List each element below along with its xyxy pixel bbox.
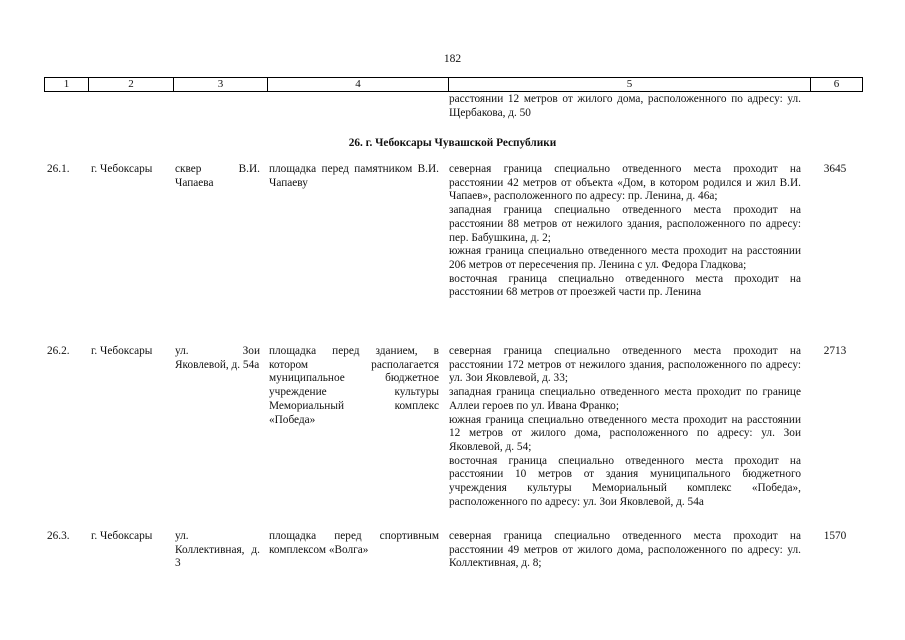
row-location: ул. Зои Яковлевой, д. 54а <box>175 345 260 371</box>
boundary-west: западная граница специально отведенного места проходит на расстоянии 88 метров от нежилого здания, расположенного по адресу: пер. Бабушкина, д. 2; <box>449 204 801 244</box>
column-header-row <box>44 77 863 92</box>
row-boundaries <box>449 163 801 300</box>
boundary-east: восточная граница специально отведенного места проходит на расстоянии 10 метров от здания муниципального бюджетного учреждения культуры Мемориальный комплекс «Победа», расположенного по адресу: ул. Зои Яковлевой, д. 54а <box>449 454 801 508</box>
boundary-south: южная граница специально отведенного места проходит на расстоянии 12 метров от жилого дома, расположенного по адресу: ул. Зои Яковлевой, д. 54; <box>449 413 801 453</box>
column-header-1: 1 <box>45 78 89 91</box>
boundary-north: северная граница специально отведенного места проходит на расстоянии 42 метров от объекта «Дом, в котором родился и жил В.И. Чапаев», расположенного по адресу: пр. Ленина, д. 46а; <box>449 163 801 203</box>
row-area: 3645 <box>823 163 847 175</box>
column-header-5: 5 <box>449 78 811 91</box>
row-location: сквер В.И. Чапаева <box>175 163 260 189</box>
boundary-south: южная граница специально отведенного места проходит на расстоянии 206 метров от пересечения пр. Ленина с ул. Федора Гладкова; <box>449 245 801 271</box>
row-boundaries <box>449 345 801 509</box>
boundary-north: северная граница специально отведенного места проходит на расстоянии 49 метров от жилого дома, расположенного по адресу: ул. Коллективная, д. 8; <box>449 530 801 570</box>
row-area: 2713 <box>823 345 847 357</box>
row-city: г. Чебоксары <box>91 345 153 357</box>
column-header-3: 3 <box>174 78 268 91</box>
row-description: площадка перед памятником В.И. Чапаеву <box>269 163 439 189</box>
row-description: площадка перед спортивным комплексом «Волга» <box>269 530 439 556</box>
column-header-2: 2 <box>89 78 174 91</box>
row-description: площадка перед зданием, в котором располагается муниципальное бюджетное учреждение культуры Мемориальный комплекс «Победа» <box>269 345 439 426</box>
row-boundaries <box>449 530 801 571</box>
boundary-west: западная граница специально отведенного места проходит по границе Аллеи героев по ул. Ивана Франко; <box>449 386 801 412</box>
row-location: ул. Коллективная, д. 3 <box>175 530 260 570</box>
column-header-6: 6 <box>811 78 863 91</box>
row-area: 1570 <box>823 530 847 542</box>
boundary-east: восточная граница специально отведенного места проходит на расстоянии 68 метров от проезжей части пр. Ленина <box>449 272 801 299</box>
page-number: 182 <box>443 53 462 65</box>
row-number: 26.2. <box>47 345 70 357</box>
row-number: 26.3. <box>47 530 70 542</box>
row-city: г. Чебоксары <box>91 163 153 175</box>
continued-boundary-text: расстоянии 12 метров от жилого дома, расположенного по адресу: ул. Щербакова, д. 50 <box>449 93 801 119</box>
row-city: г. Чебоксары <box>91 530 153 542</box>
boundary-north: северная граница специально отведенного места проходит на расстоянии 172 метров от нежилого здания, расположенного по адресу: ул. Зои Яковлевой, д. 33; <box>449 345 801 385</box>
column-header-4: 4 <box>268 78 449 91</box>
row-number: 26.1. <box>47 163 70 175</box>
section-title: 26. г. Чебоксары Чувашской Республики <box>348 137 557 149</box>
